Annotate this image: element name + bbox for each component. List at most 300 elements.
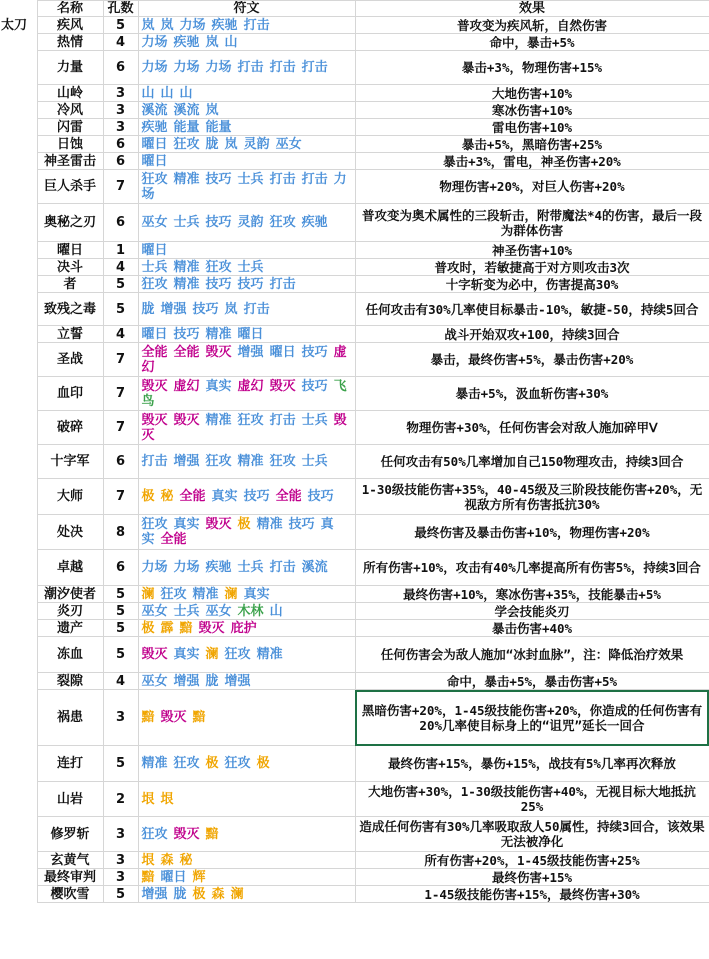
runes-cell[interactable] (138, 515, 355, 550)
slots-cell[interactable]: 4 (103, 673, 138, 690)
table-row (0, 637, 709, 673)
effect-cell[interactable]: 1-30级技能伤害+35%，40-45级及三阶段技能伤害+20%，无视敌方所有伤害抵抗30% (355, 479, 709, 515)
effect-cell[interactable]: 暴击伤害+40% (355, 620, 709, 637)
rune-label: 狂攻 (205, 259, 232, 275)
rune-label: 增强 (160, 301, 187, 317)
runes-cell[interactable] (138, 637, 355, 673)
slots-cell[interactable]: 6 (103, 51, 138, 85)
name-cell[interactable]: 玄黄气 (37, 852, 103, 869)
runes-cell[interactable] (138, 102, 355, 119)
rune-label: 澜 (230, 886, 244, 902)
effect-cell[interactable]: 普攻变为奥术属性的三段斩击，附带魔法*4的伤害，最后一段为群体伤害 (355, 204, 709, 242)
effect-cell[interactable]: 寒冰伤害+10% (355, 102, 709, 119)
rune-label: 曜日 (141, 136, 168, 152)
rune-label: 打击 (243, 17, 270, 33)
effect-cell[interactable]: 所有伤害+10%，攻击有40%几率提高所有伤害5%，持续3回合 (355, 550, 709, 586)
name-cell[interactable]: 立誓 (37, 326, 103, 343)
effect-cell[interactable]: 神圣伤害+10% (355, 242, 709, 259)
effect-cell[interactable]: 命中，暴击+5%，暴击伤害+5% (355, 673, 709, 690)
table-row (0, 377, 709, 411)
slots-cell[interactable]: 7 (103, 343, 138, 377)
rune-label: 技巧 (173, 326, 200, 342)
effect-cell[interactable]: 1-45级技能伤害+15%，最终伤害+30% (355, 886, 709, 903)
rune-label: 狂攻 (141, 826, 168, 842)
runes-cell[interactable] (138, 153, 355, 170)
name-cell[interactable]: 卓越 (37, 550, 103, 586)
slots-cell[interactable]: 7 (103, 479, 138, 515)
rune-label: 虚幻 (173, 378, 200, 394)
runes-cell[interactable] (138, 746, 355, 782)
slots-cell[interactable]: 3 (103, 102, 138, 119)
slots-cell[interactable]: 6 (103, 204, 138, 242)
name-cell[interactable]: 曜日 (37, 242, 103, 259)
effect-cell[interactable]: 命中，暴击+5% (355, 34, 709, 51)
rune-label: 毁灭 (141, 412, 347, 443)
slots-cell[interactable]: 5 (103, 276, 138, 293)
slots-cell[interactable]: 2 (103, 782, 138, 817)
rune-label: 增强 (224, 673, 251, 689)
rune-label: 胧 (173, 886, 187, 902)
rune-label: 全能 (141, 344, 168, 360)
name-cell[interactable]: 巨人杀手 (37, 170, 103, 204)
rune-label: 增强 (237, 344, 264, 360)
rune-label: 森 (160, 852, 174, 868)
name-cell[interactable]: 者 (37, 276, 103, 293)
rune-label: 技巧 (205, 276, 232, 292)
effect-cell[interactable]: 造成任何伤害有30%几率吸取敌人50属性，持续3回合，该效果无法被净化 (355, 817, 709, 852)
rune-label: 虚幻 (237, 378, 264, 394)
runes-cell[interactable] (138, 603, 355, 620)
table-row (0, 445, 709, 479)
rune-label: 打击 (269, 560, 296, 575)
runes-cell[interactable] (138, 782, 355, 817)
rune-label: 毁灭 (205, 344, 232, 360)
table-row (0, 85, 709, 102)
effect-cell[interactable]: 物理伤害+20%，对巨人伤害+20% (355, 170, 709, 204)
slots-cell[interactable]: 5 (103, 586, 138, 603)
name-cell[interactable]: 修罗斩 (37, 817, 103, 852)
name-cell[interactable]: 冷风 (37, 102, 103, 119)
slots-cell[interactable]: 4 (103, 326, 138, 343)
rune-label: 曜日 (141, 326, 168, 342)
name-cell[interactable]: 处决 (37, 515, 103, 550)
runes-cell[interactable] (138, 550, 355, 586)
rune-label: 毁灭 (173, 826, 200, 842)
rune-label: 木林 (237, 603, 264, 619)
rune-label: 山 (224, 34, 238, 50)
rune-label: 胧 (141, 301, 155, 317)
table-row (0, 153, 709, 170)
rune-label: 虚幻 (141, 344, 347, 375)
name-cell[interactable]: 破碎 (37, 411, 103, 445)
rune-label: 胧 (205, 136, 219, 152)
rune-label: 打击 (243, 301, 270, 317)
table-row (0, 17, 709, 34)
name-cell[interactable]: 裂隙 (37, 673, 103, 690)
rune-label: 打击 (301, 171, 328, 187)
slots-cell[interactable]: 3 (103, 85, 138, 102)
rune-label: 士兵 (173, 603, 200, 619)
rune-label: 溪流 (173, 102, 200, 118)
rune-label: 疾驰 (205, 560, 232, 575)
rune-label: 巫女 (141, 603, 168, 619)
effect-cell[interactable]: 所有伤害+20%，1-45级技能伤害+25% (355, 852, 709, 869)
table-row (0, 746, 709, 782)
table-row (0, 690, 709, 746)
rune-label: 巫女 (141, 673, 168, 689)
rune-label: 毁灭 (205, 517, 232, 532)
effect-cell[interactable]: 暴击+3%，物理伤害+15% (355, 51, 709, 85)
rune-label: 秘 (179, 852, 193, 868)
rune-label: 精准 (256, 517, 283, 532)
name-cell[interactable]: 潮汐使者 (37, 586, 103, 603)
slots-cell[interactable]: 4 (103, 34, 138, 51)
rune-label: 曜日 (237, 326, 264, 342)
name-cell[interactable]: 日蚀 (37, 136, 103, 153)
table-row (0, 102, 709, 119)
name-cell[interactable]: 炎刃 (37, 603, 103, 620)
effect-cell[interactable]: 物理伤害+30%，任何伤害会对敌人施加碎甲Ⅴ (355, 411, 709, 445)
header-runes[interactable]: 符文 (138, 1, 355, 17)
runes-cell[interactable] (138, 276, 355, 293)
rune-label: 打击 (301, 60, 328, 75)
runes-cell[interactable] (138, 690, 355, 746)
rune-label: 精准 (173, 171, 200, 187)
runes-cell[interactable] (138, 326, 355, 343)
rune-label: 庇护 (230, 620, 257, 636)
runes-cell[interactable] (138, 852, 355, 869)
rune-label: 全能 (275, 489, 302, 504)
rune-label: 精准 (192, 586, 219, 602)
effect-cell[interactable]: 任何伤害会为敌人施加“冰封血脉”，注：降低治疗效果 (355, 637, 709, 673)
slots-cell[interactable]: 8 (103, 515, 138, 550)
header-effect[interactable]: 效果 (355, 1, 709, 17)
runes-cell[interactable] (138, 119, 355, 136)
name-cell[interactable]: 连打 (37, 746, 103, 782)
rune-label: 力场 (173, 560, 200, 575)
rune-label: 垠 (141, 852, 155, 868)
rune-label: 毁灭 (198, 620, 225, 636)
slots-cell[interactable]: 6 (103, 153, 138, 170)
rune-label: 技巧 (301, 344, 328, 360)
name-cell[interactable]: 遗产 (37, 620, 103, 637)
effect-cell-selected[interactable]: 黑暗伤害+20%，1-45级技能伤害+20%，你造成的任何伤害有20%几率使目标身上的“诅咒”延长一回合 (355, 690, 709, 746)
rune-label: 力场 (141, 34, 168, 50)
rune-label: 打击 (141, 454, 168, 469)
rune-label: 狂攻 (224, 756, 251, 771)
table-row (0, 620, 709, 637)
rune-label: 力场 (173, 60, 200, 75)
effect-cell[interactable]: 最终伤害+15%，暴伤+15%，战技有5%几率再次释放 (355, 746, 709, 782)
table-row (0, 34, 709, 51)
effect-cell[interactable]: 最终伤害+15% (355, 869, 709, 886)
runes-cell[interactable] (138, 411, 355, 445)
effect-cell[interactable]: 战斗开始双攻+100，持续3回合 (355, 326, 709, 343)
rune-label: 真实 (243, 586, 270, 602)
rune-label: 能量 (205, 119, 232, 135)
effect-cell[interactable]: 大地伤害+10% (355, 85, 709, 102)
rune-label: 真实 (173, 647, 200, 662)
slots-cell[interactable]: 6 (103, 136, 138, 153)
slots-cell[interactable]: 5 (103, 886, 138, 903)
effect-cell[interactable]: 暴击，最终伤害+5%，暴击伤害+20% (355, 343, 709, 377)
effect-cell[interactable]: 最终伤害+10%，寒冰伤害+35%，技能暴击+5% (355, 586, 709, 603)
slots-cell[interactable]: 7 (103, 377, 138, 411)
rune-label: 增强 (141, 886, 168, 902)
rune-label: 真实 (205, 378, 232, 394)
name-cell[interactable]: 疾风 (37, 17, 103, 34)
slots-cell[interactable]: 5 (103, 17, 138, 34)
name-cell[interactable]: 力量 (37, 51, 103, 85)
rune-label: 曜日 (141, 242, 168, 258)
rune-label: 技巧 (307, 489, 334, 504)
rune-label: 力场 (179, 17, 206, 33)
rune-label: 精准 (141, 756, 168, 771)
rune-label: 胧 (205, 673, 219, 689)
rune-label: 精准 (205, 326, 232, 342)
rune-label: 黯 (179, 620, 193, 636)
table-row (0, 136, 709, 153)
slots-cell[interactable]: 5 (103, 293, 138, 326)
rune-label: 垠 (160, 791, 174, 807)
runes-cell[interactable] (138, 17, 355, 34)
effect-cell[interactable]: 普攻时，若敏捷高于对方则攻击3次 (355, 259, 709, 276)
rune-label: 打击 (269, 412, 296, 428)
rune-label: 精准 (237, 454, 264, 469)
rune-label: 狂攻 (160, 586, 187, 602)
runes-cell[interactable] (138, 445, 355, 479)
runes-cell[interactable] (138, 242, 355, 259)
name-cell[interactable]: 奥秘之刃 (37, 204, 103, 242)
rune-label: 士兵 (237, 560, 264, 575)
rune-label: 灵韵 (243, 136, 270, 152)
slots-cell[interactable]: 3 (103, 817, 138, 852)
slots-cell[interactable]: 7 (103, 170, 138, 204)
rune-label: 技巧 (243, 489, 270, 504)
slots-cell[interactable]: 6 (103, 550, 138, 586)
runes-cell[interactable] (138, 170, 355, 204)
rune-label: 士兵 (173, 215, 200, 230)
rune-label: 技巧 (237, 276, 264, 292)
rune-label: 打击 (269, 276, 296, 292)
rune-label: 霹 (160, 620, 174, 636)
rune-label: 技巧 (205, 215, 232, 230)
name-cell[interactable]: 山岩 (37, 782, 103, 817)
runes-cell[interactable] (138, 817, 355, 852)
rune-label: 疾驰 (211, 17, 238, 33)
slots-cell[interactable]: 5 (103, 746, 138, 782)
rune-label: 溪流 (141, 102, 168, 118)
rune-label: 垠 (141, 791, 155, 807)
rune-label: 曜日 (160, 869, 187, 885)
slots-cell[interactable]: 6 (103, 445, 138, 479)
rune-label: 技巧 (301, 378, 328, 394)
table-row (0, 119, 709, 136)
rune-label: 极 (192, 886, 206, 902)
rune-label: 澜 (224, 586, 238, 602)
rune-label: 疾驰 (301, 215, 328, 230)
rune-label: 毁灭 (269, 378, 296, 394)
effect-cell[interactable]: 暴击+5%，黑暗伤害+25% (355, 136, 709, 153)
rune-label: 精准 (173, 259, 200, 275)
table-row (0, 293, 709, 326)
rune-label: 全能 (160, 532, 187, 547)
rune-label: 打击 (269, 171, 296, 187)
effect-cell[interactable]: 学会技能炎刃 (355, 603, 709, 620)
name-cell[interactable]: 冻血 (37, 637, 103, 673)
rune-label: 山 (141, 85, 155, 101)
slots-cell[interactable]: 7 (103, 411, 138, 445)
rune-label: 辉 (192, 869, 206, 885)
table-row (0, 673, 709, 690)
rune-label: 技巧 (192, 301, 219, 317)
name-cell[interactable]: 血印 (37, 377, 103, 411)
runes-cell[interactable] (138, 886, 355, 903)
rune-label: 岚 (141, 17, 155, 33)
table-row (0, 411, 709, 445)
rune-label: 岚 (224, 301, 238, 317)
rune-label: 精准 (205, 412, 232, 428)
name-cell[interactable]: 致残之毒 (37, 293, 103, 326)
rune-label: 极 (141, 620, 155, 636)
rune-label: 岚 (160, 17, 174, 33)
header-blank-cell[interactable] (0, 1, 37, 17)
runes-cell[interactable] (138, 51, 355, 85)
name-cell[interactable]: 决斗 (37, 259, 103, 276)
slots-cell[interactable]: 1 (103, 242, 138, 259)
rune-label: 曜日 (269, 344, 296, 360)
rune-label: 黯 (192, 710, 206, 725)
rune-label: 巫女 (275, 136, 302, 152)
rune-label: 狂攻 (205, 454, 232, 469)
table-row (0, 479, 709, 515)
rune-label: 力场 (205, 60, 232, 75)
rune-label: 极 (256, 756, 270, 771)
slots-cell[interactable]: 3 (103, 852, 138, 869)
name-cell[interactable]: 神圣雷击 (37, 153, 103, 170)
rune-label: 黯 (141, 869, 155, 885)
rune-label: 狂攻 (224, 647, 251, 662)
rune-label: 士兵 (237, 259, 264, 275)
name-cell[interactable]: 热情 (37, 34, 103, 51)
rune-label: 真实 (141, 517, 334, 547)
rune-label: 狂攻 (141, 517, 168, 532)
table-row (0, 204, 709, 242)
rune-label: 岚 (224, 136, 238, 152)
slots-cell[interactable]: 5 (103, 603, 138, 620)
runes-cell[interactable] (138, 34, 355, 51)
name-cell[interactable]: 十字军 (37, 445, 103, 479)
effect-cell[interactable]: 大地伤害+30%，1-30级技能伤害+40%，无视目标大地抵抗25% (355, 782, 709, 817)
name-cell[interactable]: 圣战 (37, 343, 103, 377)
header-name[interactable]: 名称 (37, 1, 103, 17)
slots-cell[interactable]: 4 (103, 259, 138, 276)
runes-cell[interactable] (138, 343, 355, 377)
rune-label: 极 (141, 489, 155, 504)
runes-cell[interactable] (138, 85, 355, 102)
table-row (0, 782, 709, 817)
runes-cell[interactable] (138, 479, 355, 515)
name-cell[interactable]: 最终审判 (37, 869, 103, 886)
slots-cell[interactable]: 3 (103, 869, 138, 886)
rune-label: 飞鸟 (141, 378, 347, 409)
rune-label: 真实 (173, 517, 200, 532)
table-row (0, 603, 709, 620)
table-row (0, 242, 709, 259)
rune-label: 技巧 (205, 171, 232, 187)
table-row (0, 550, 709, 586)
rune-label: 森 (211, 886, 225, 902)
effect-cell[interactable]: 最终伤害及暴击伤害+10%，物理伤害+20% (355, 515, 709, 550)
name-cell[interactable]: 山岭 (37, 85, 103, 102)
rune-label: 岚 (205, 34, 219, 50)
rune-label: 极 (237, 517, 251, 532)
effect-cell[interactable]: 雷电伤害+10% (355, 119, 709, 136)
runes-cell[interactable] (138, 204, 355, 242)
rune-label: 极 (205, 756, 219, 771)
rune-label: 全能 (179, 489, 206, 504)
table-row (0, 170, 709, 204)
runes-cell[interactable] (138, 673, 355, 690)
table-row (0, 869, 709, 886)
effect-cell[interactable]: 暴击+3%，雷电，神圣伤害+20% (355, 153, 709, 170)
header-row (0, 1, 709, 17)
rune-label: 狂攻 (173, 136, 200, 152)
runes-cell[interactable] (138, 377, 355, 411)
runes-cell[interactable] (138, 586, 355, 603)
rune-label: 力场 (141, 171, 347, 202)
category-cell[interactable]: 太刀 (1, 17, 28, 33)
effect-cell[interactable]: 任何攻击有50%几率增加自己150物理攻击，持续3回合 (355, 445, 709, 479)
table-row (0, 51, 709, 85)
slots-cell[interactable]: 5 (103, 637, 138, 673)
runes-cell[interactable] (138, 293, 355, 326)
effect-cell[interactable]: 普攻变为疾风斩，自然伤害 (355, 17, 709, 34)
rune-label: 真实 (211, 489, 238, 504)
slots-cell[interactable]: 5 (103, 620, 138, 637)
name-cell[interactable]: 樱吹雪 (37, 886, 103, 903)
rune-label: 澜 (141, 586, 155, 602)
table-row (0, 886, 709, 903)
name-cell[interactable]: 闪雷 (37, 119, 103, 136)
effect-cell[interactable]: 任何攻击有30%几率使目标暴击-10%，敏捷-50，持续5回合 (355, 293, 709, 326)
runes-cell[interactable] (138, 136, 355, 153)
runes-cell[interactable] (138, 620, 355, 637)
rune-label: 黯 (205, 826, 219, 842)
rune-label: 狂攻 (141, 276, 168, 292)
rune-label: 澜 (205, 647, 219, 662)
rune-label: 山 (179, 85, 193, 101)
table-row (0, 343, 709, 377)
rune-label: 打击 (269, 60, 296, 75)
rune-label: 技巧 (288, 517, 315, 532)
name-cell[interactable]: 大师 (37, 479, 103, 515)
rune-label: 增强 (173, 454, 200, 469)
table-row (0, 515, 709, 550)
table-row (0, 586, 709, 603)
table-row (0, 852, 709, 869)
rune-label: 毁灭 (173, 412, 200, 428)
runes-cell[interactable] (138, 869, 355, 886)
header-slots[interactable]: 孔数 (103, 1, 138, 17)
table-row (0, 259, 709, 276)
effect-cell[interactable]: 暴击+5%，汲血斩伤害+30% (355, 377, 709, 411)
effect-cell[interactable]: 十字斩变为必中，伤害提高30% (355, 276, 709, 293)
runes-cell[interactable] (138, 259, 355, 276)
slots-cell[interactable]: 3 (103, 690, 138, 746)
name-cell[interactable]: 祸患 (37, 690, 103, 746)
slots-cell[interactable]: 3 (103, 119, 138, 136)
